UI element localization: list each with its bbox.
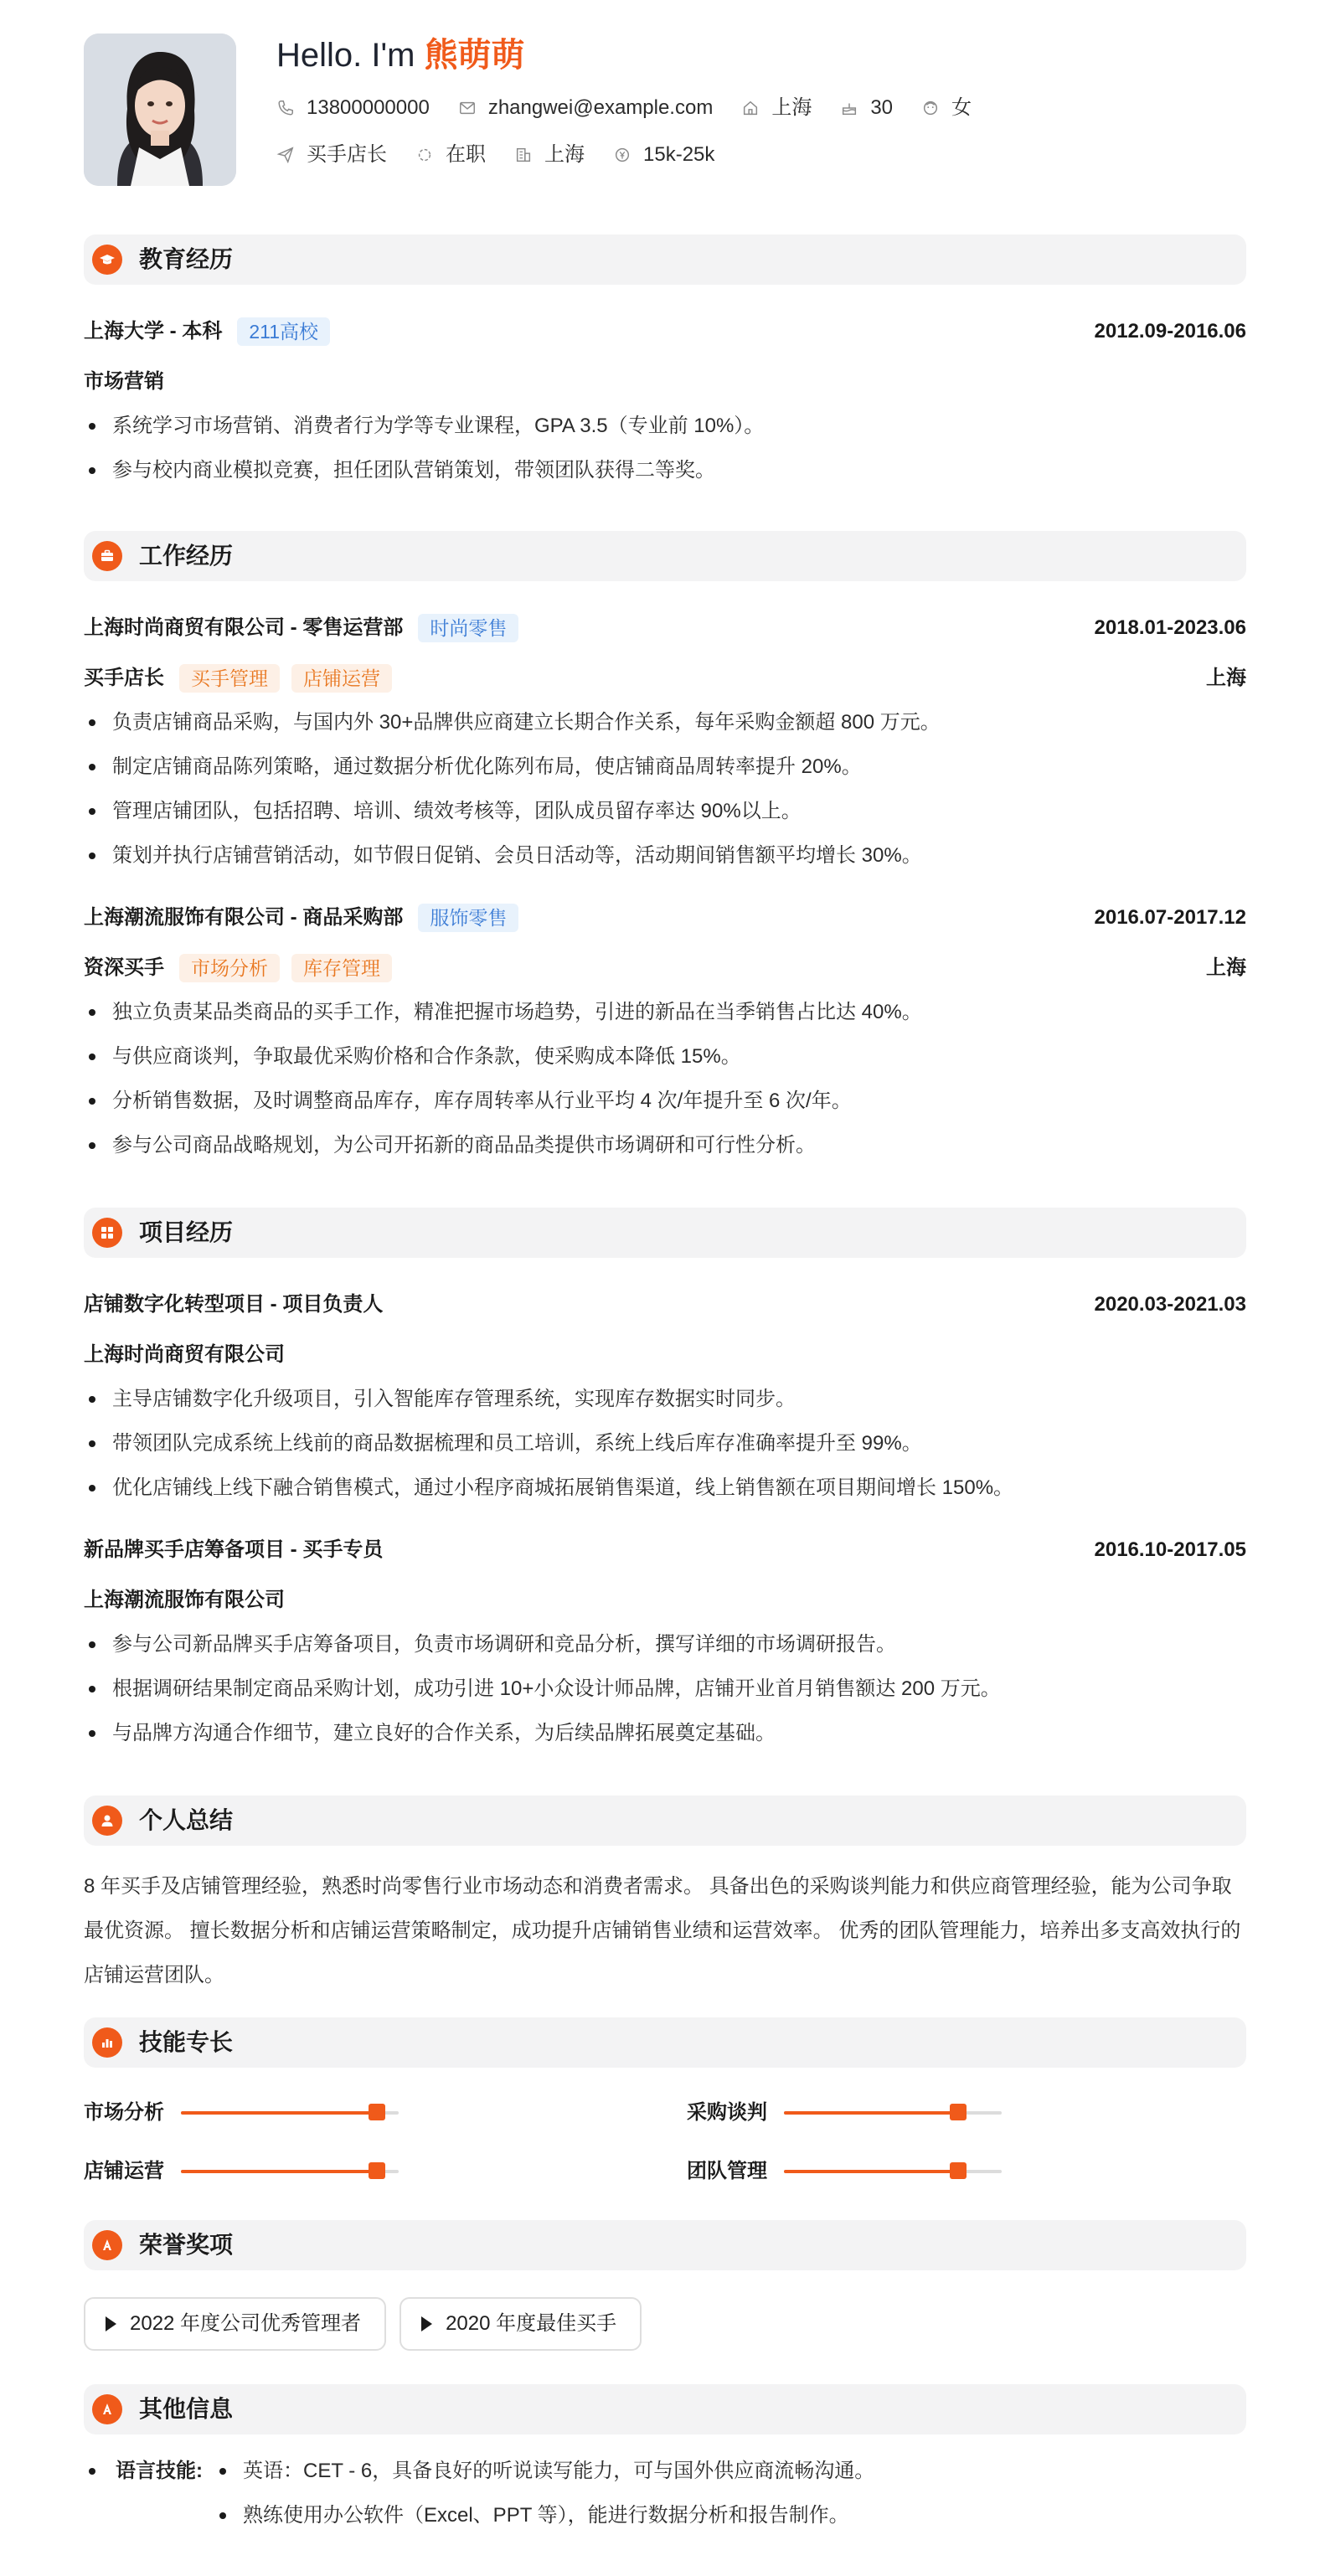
school-tag: 211高校 xyxy=(237,317,330,346)
age-text: 30 xyxy=(870,96,894,120)
gender-text: 女 xyxy=(951,96,972,120)
work-role-row xyxy=(84,953,1246,983)
work-entry-header xyxy=(84,903,1246,933)
skill-name: 团队管理 xyxy=(687,2160,767,2183)
other-info xyxy=(84,2456,1246,2531)
skill-knob xyxy=(369,2104,385,2120)
grid-icon xyxy=(92,1218,122,1248)
briefcase-icon xyxy=(92,541,122,571)
list-item: 参与公司新品牌买手店筹备项目，负责市场调研和竞品分析，撰写详细的市场调研报告。 xyxy=(84,1630,1246,1660)
skill-bar xyxy=(181,2111,399,2115)
resume-header xyxy=(84,33,1246,193)
skill-item xyxy=(84,2156,687,2187)
list-item: 主导店铺数字化升级项目，引入智能库存管理系统，实现库存数据实时同步。 xyxy=(84,1384,1246,1414)
list-item: 英语：CET - 6，具备良好的听说读写能力，可与国外供应商流畅沟通。 xyxy=(214,2456,874,2486)
project-name: 店铺数字化转型项目 - 项目负责人 xyxy=(84,1293,384,1316)
list-item: 参与校内商业模拟竞赛，担任团队营销策划，带领团队获得二等奖。 xyxy=(84,456,1246,486)
award-item xyxy=(400,2297,642,2351)
list-item: 熟练使用办公软件（Excel、PPT 等），能进行数据分析和报告制作。 xyxy=(214,2501,874,2531)
education-bullets xyxy=(84,411,1246,486)
list-item: 带领团队完成系统上线前的商品数据梳理和员工培训，系统上线后库存准确率提升至 99%。 xyxy=(84,1429,1246,1459)
target-city-item xyxy=(514,141,585,169)
language-list xyxy=(214,2456,874,2531)
section-title: 教育经历 xyxy=(139,246,234,273)
skill-knob xyxy=(950,2162,967,2179)
skill-item xyxy=(84,2098,687,2128)
project-company: 上海时尚商贸有限公司 xyxy=(84,1343,285,1366)
contact-row xyxy=(276,94,1000,122)
list-item: 根据调研结果制定商品采购计划，成功引进 10+小众设计师品牌，店铺开业首月销售额达 200 万元。 xyxy=(84,1674,1246,1704)
user-icon xyxy=(92,1806,122,1836)
phone-text: 13800000000 xyxy=(307,96,430,120)
section-title: 工作经历 xyxy=(139,543,234,569)
skill-bar xyxy=(181,2170,399,2173)
list-item: 策划并执行店铺营销活动，如节假日促销、会员日活动等，活动期间销售额平均增长 30%。 xyxy=(84,841,1246,871)
other-section xyxy=(84,2384,1246,2531)
skill-name: 市场分析 xyxy=(84,2101,164,2125)
section-header-work xyxy=(84,531,1246,581)
skill-bar xyxy=(784,2111,1002,2115)
work-entry-header xyxy=(84,613,1246,643)
award-icon xyxy=(92,2230,122,2260)
award-text: 2022 年度公司优秀管理者 xyxy=(130,2312,362,2336)
skill-item xyxy=(687,2098,1273,2128)
list-item: 参与公司商品战略规划，为公司开拓新的商品品类提供市场调研和可行性分析。 xyxy=(84,1131,1246,1161)
skill-tag: 买手管理 xyxy=(179,664,280,693)
work-bullets xyxy=(84,708,1246,871)
industry-tag: 服饰零售 xyxy=(418,904,518,932)
gender-icon xyxy=(921,99,940,117)
list-item: 优化店铺线上线下融合销售模式，通过小程序商城拓展销售渠道，线上销售额在项目期间增长 150%。 xyxy=(84,1473,1246,1503)
section-title: 荣誉奖项 xyxy=(139,2232,234,2259)
project-name: 新品牌买手店筹备项目 - 买手专员 xyxy=(84,1538,384,1562)
projects-section xyxy=(84,1208,1246,1749)
skill-name: 采购谈判 xyxy=(687,2101,767,2125)
city-text: 上海 xyxy=(771,96,812,120)
skill-fill xyxy=(181,2111,377,2115)
skills-section xyxy=(84,2017,1246,2187)
skill-fill xyxy=(784,2170,958,2173)
list-item: 与供应商谈判，争取最优采购价格和合作条款，使采购成本降低 15%。 xyxy=(84,1042,1246,1072)
summary-text: 8 年买手及店铺管理经验，熟悉时尚零售行业市场动态和消费者需求。 具备出色的采购谈判能力和供应商管理经验，能为公司争取最优资源。 擅长数据分析和店铺运营策略制定，成功提升店铺销售业绩和运营效率。 优秀的团队管理能力，培养出多支高效执行的店铺运营团队。 xyxy=(84,1875,1241,1986)
info-award-icon xyxy=(92,2394,122,2424)
project-bullets xyxy=(84,1630,1246,1749)
major-name: 市场营销 xyxy=(84,370,164,393)
phone-item xyxy=(276,94,430,122)
work-location: 上海 xyxy=(1206,956,1246,980)
project-date: 2020.03-2021.03 xyxy=(1094,1293,1246,1316)
award-text: 2020 年度最佳买手 xyxy=(446,2312,617,2336)
play-icon xyxy=(106,2316,116,2331)
section-header-other xyxy=(84,2384,1246,2434)
target-city-text: 上海 xyxy=(544,143,585,167)
age-item xyxy=(840,94,893,122)
status-text: 在职 xyxy=(446,143,486,167)
work-date: 2018.01-2023.06 xyxy=(1094,616,1246,640)
skill-tag: 市场分析 xyxy=(179,954,280,982)
greeting-title: Hello. I'm 熊萌萌 xyxy=(276,37,525,74)
skills-grid xyxy=(84,2098,1246,2187)
skill-item xyxy=(687,2156,1273,2187)
salary-item xyxy=(613,141,714,169)
job-row xyxy=(276,141,1000,169)
skill-fill xyxy=(181,2170,377,2173)
project-entry-header xyxy=(84,1535,1246,1565)
gender-item xyxy=(921,94,972,122)
skill-tag: 库存管理 xyxy=(291,954,392,982)
section-header-awards xyxy=(84,2220,1246,2270)
skill-bar xyxy=(784,2170,1002,2173)
skill-knob xyxy=(369,2162,385,2179)
section-header-skills xyxy=(84,2017,1246,2068)
skill-knob xyxy=(950,2104,967,2120)
section-title: 个人总结 xyxy=(139,1807,234,1834)
city-item xyxy=(741,94,812,122)
email-text: zhangwei@example.com xyxy=(487,96,714,120)
building-icon xyxy=(514,146,533,164)
list-item: 制定店铺商品陈列策略，通过数据分析优化陈列布局，使店铺商品周转率提升 20%。 xyxy=(84,752,1246,782)
work-date: 2016.07-2017.12 xyxy=(1094,906,1246,930)
graduation-cap-icon xyxy=(92,245,122,275)
salary-text: 15k-25k xyxy=(643,143,715,167)
company-name: 上海时尚商贸有限公司 - 零售运营部 xyxy=(84,616,404,640)
status-icon xyxy=(415,146,434,164)
mail-icon xyxy=(458,99,477,117)
status-item xyxy=(415,141,486,169)
summary-section xyxy=(84,1795,1246,1997)
section-title: 其他信息 xyxy=(139,2396,234,2423)
section-header-summary xyxy=(84,1795,1246,1846)
industry-tag: 时尚零售 xyxy=(418,614,518,642)
money-icon xyxy=(613,146,631,164)
list-item: 管理店铺团队，包括招聘、培训、绩效考核等，团队成员留存率达 90%以上。 xyxy=(84,796,1246,827)
project-date: 2016.10-2017.05 xyxy=(1094,1538,1246,1562)
list-item: 负责店铺商品采购，与国内外 30+品牌供应商建立长期合作关系，每年采购金额超 800 万元。 xyxy=(84,708,1246,738)
language-label: 语言技能: xyxy=(84,2456,203,2486)
list-item: 与品牌方沟通合作细节，建立良好的合作关系，为后续品牌拓展奠定基础。 xyxy=(84,1718,1246,1749)
list-item: 分析销售数据，及时调整商品库存，库存周转率从行业平均 4 次/年提升至 6 次/年。 xyxy=(84,1086,1246,1116)
list-item: 系统学习市场营销、消费者行为学等专业课程，GPA 3.5（专业前 10%）。 xyxy=(84,411,1246,441)
play-icon xyxy=(421,2316,432,2331)
bar-chart-icon xyxy=(92,2027,122,2058)
education-entry-header xyxy=(84,317,1246,347)
project-entry-header xyxy=(84,1290,1246,1320)
skill-tag: 店铺运营 xyxy=(291,664,392,693)
email-item xyxy=(458,94,714,122)
position-item xyxy=(276,141,387,169)
project-bullets xyxy=(84,1384,1246,1503)
home-icon xyxy=(741,99,760,117)
send-icon xyxy=(276,146,295,164)
position-text: 买手店长 xyxy=(307,143,387,167)
work-section xyxy=(84,531,1246,1161)
education-section xyxy=(84,234,1246,486)
awards-section xyxy=(84,2220,1246,2351)
work-location: 上海 xyxy=(1206,667,1246,690)
section-title: 技能专长 xyxy=(139,2029,234,2056)
work-role-row xyxy=(84,663,1246,693)
company-name: 上海潮流服饰有限公司 - 商品采购部 xyxy=(84,906,404,930)
award-item xyxy=(84,2297,386,2351)
project-company: 上海潮流服饰有限公司 xyxy=(84,1589,285,1611)
role-name: 买手店长 xyxy=(84,667,164,690)
phone-icon xyxy=(276,99,295,117)
section-header-projects xyxy=(84,1208,1246,1258)
avatar xyxy=(84,33,236,186)
list-item: 独立负责某品类商品的买手工作，精准把握市场趋势，引进的新品在当季销售占比达 40%。 xyxy=(84,997,1246,1028)
role-name: 资深买手 xyxy=(84,956,164,980)
section-title: 项目经历 xyxy=(139,1219,234,1246)
work-bullets xyxy=(84,997,1246,1161)
awards-list xyxy=(84,2297,1246,2351)
skill-name: 店铺运营 xyxy=(84,2160,164,2183)
education-date: 2012.09-2016.06 xyxy=(1094,320,1246,343)
candidate-name: 熊萌萌 xyxy=(424,37,525,74)
school-name: 上海大学 - 本科 xyxy=(84,320,223,343)
cake-icon xyxy=(840,99,858,117)
section-header-education xyxy=(84,234,1246,285)
skill-fill xyxy=(784,2111,958,2115)
